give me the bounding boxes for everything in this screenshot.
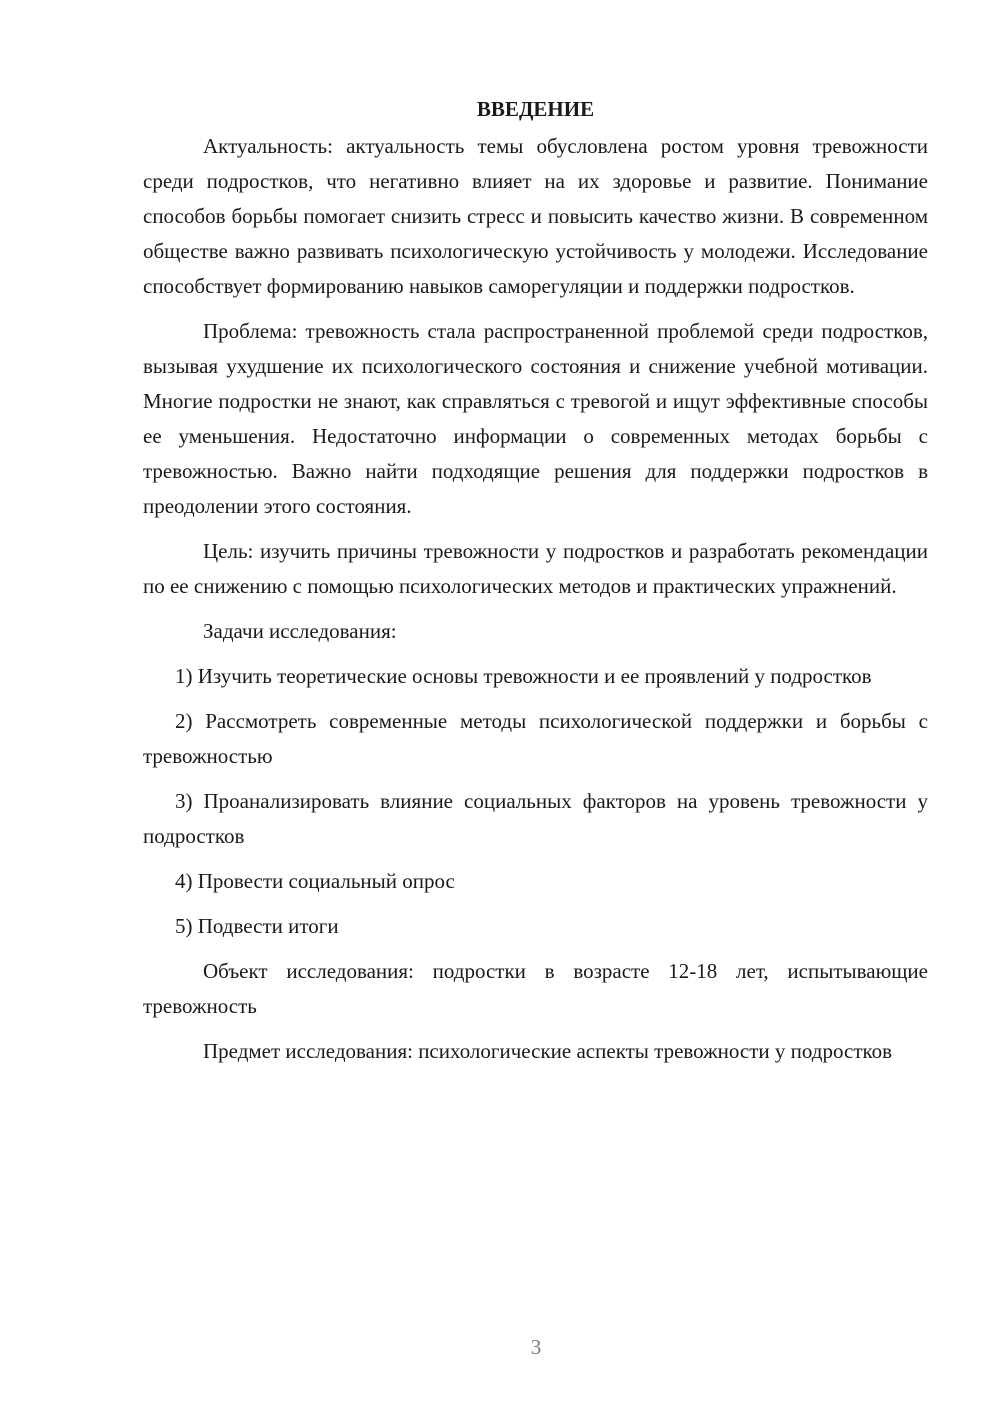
page-number: 3 xyxy=(530,1335,542,1359)
paragraph-goal: Цель: изучить причины тревожности у подростков и разработать рекомендации по ее снижению с помощью психологических методов и практических упражнений. xyxy=(143,539,928,598)
paragraph-object: Объект исследования: подростки в возрасте 12-18 лет, испытывающие тревожность xyxy=(143,959,928,1018)
paragraph-subject: Предмет исследования: психологические аспекты тревожности у подростков xyxy=(203,1039,893,1063)
tasks-heading: Задачи исследования: xyxy=(203,619,397,643)
document-body xyxy=(143,92,928,1079)
page-title: ВВЕДЕНИЕ xyxy=(476,97,595,121)
list-item: 5) Подвести итоги xyxy=(175,914,339,938)
paragraph-problem: Проблема: тревожность стала распространенной проблемой среди подростков, вызывая ухудшение их психологического состояния и снижение учебной мотивации. Многие подростки не знают, как справляться с тревогой и ищут эффективные способы ее уменьшения. Недостаточно информации о современных методах борьбы с тревожностью. Важно найти подходящие решения для поддержки подростков в преодолении этого состояния. xyxy=(143,319,928,518)
list-item: 3) Проанализировать влияние социальных факторов на уровень тревожности у подростков xyxy=(143,789,928,848)
list-item: 1) Изучить теоретические основы тревожности и ее проявлений у подростков xyxy=(175,664,872,688)
paragraph-relevance: Актуальность: актуальность темы обусловлена ростом уровня тревожности среди подростков, что негативно влияет на их здоровье и развитие. Понимание способов борьбы помогает снизить стресс и повысить качество жизни. В современном обществе важно развивать психологическую устойчивость у молодежи. Исследование способствует формированию навыков саморегуляции и поддержки подростков. xyxy=(143,134,928,298)
list-item: 4) Провести социальный опрос xyxy=(175,869,455,893)
tasks-list xyxy=(143,659,928,944)
list-item: 2) Рассмотреть современные методы психологической поддержки и борьбы с тревожностью xyxy=(143,709,928,768)
